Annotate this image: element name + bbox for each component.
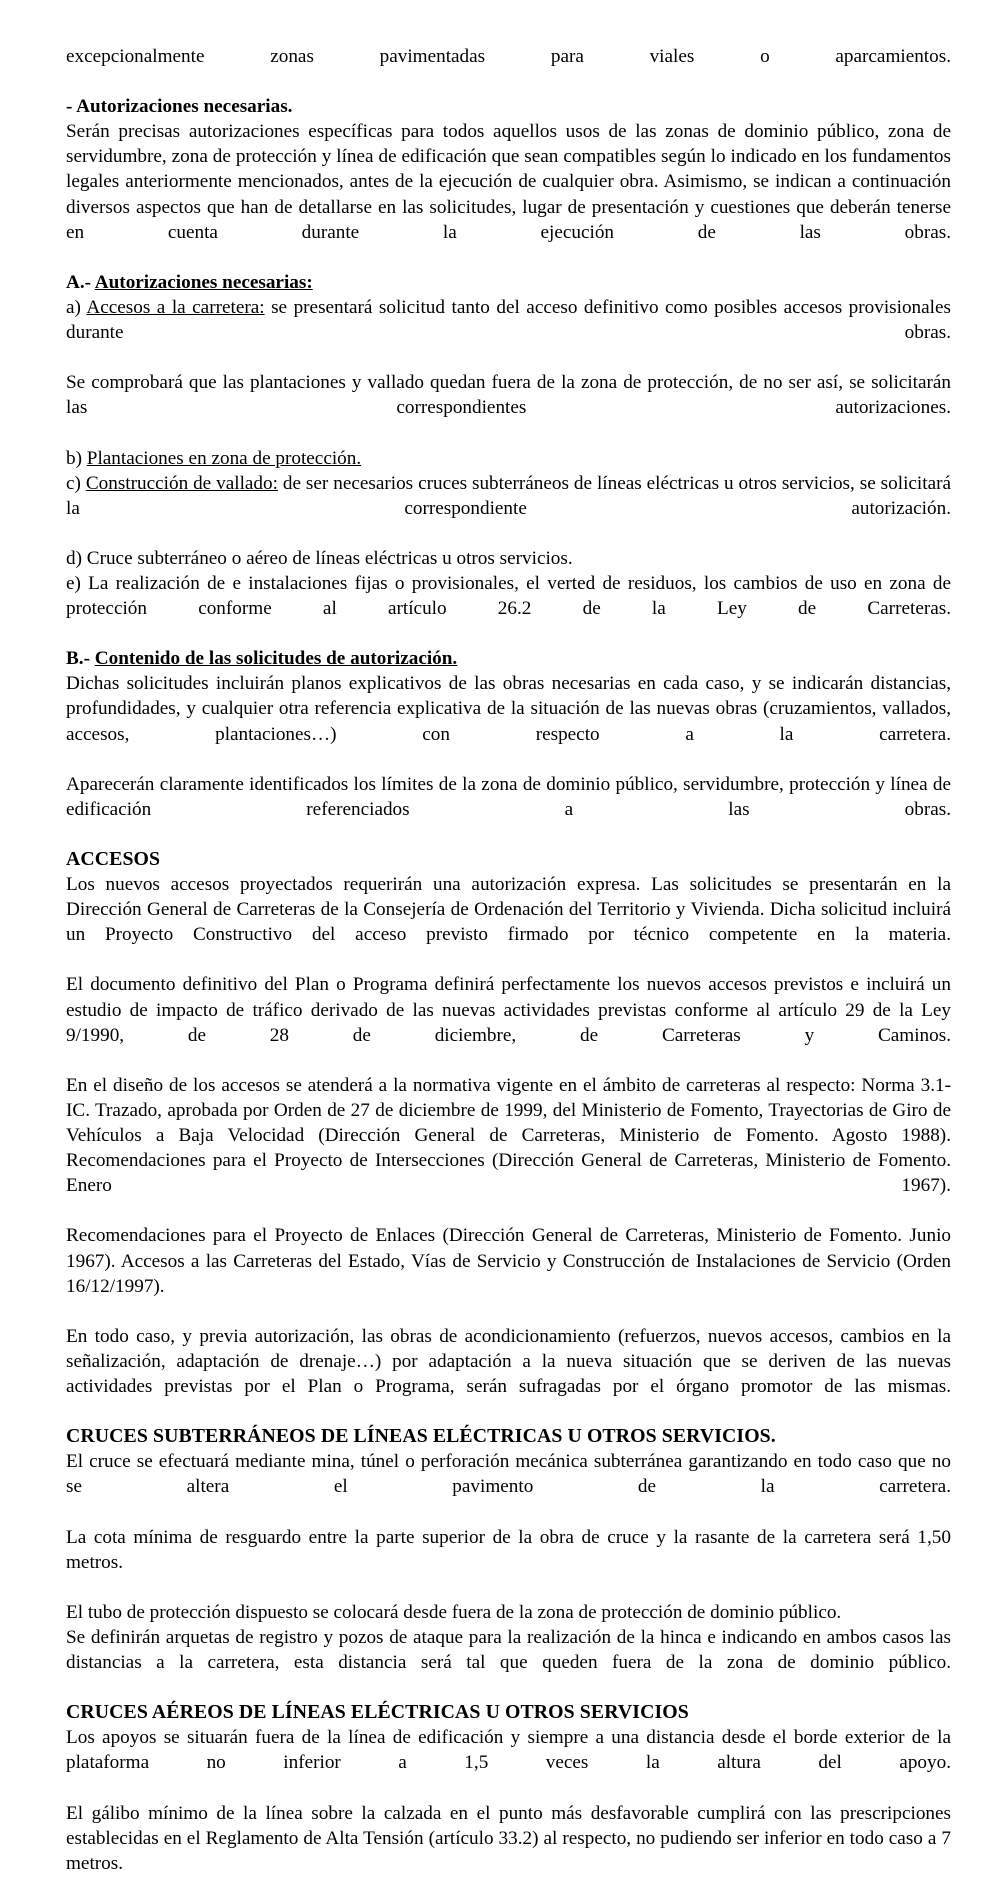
paragraph-el-galibo: El gálibo mínimo de la línea sobre la calzada en el punto más desfavorable cumplirá con las prescripciones establecidas en el Reglamento de Alta Tensión (artículo 33.2) al respecto, no pudiendo ser inferior en todo caso a 7 metros. <box>66 1802 951 1874</box>
list-item-a-term: Accesos a la carretera: <box>86 296 265 318</box>
list-item-e: e) La realización de e instalaciones fijas o provisionales, el verted de residuos, los cambios de uso en zona de protección conforme al artículo 26.2 de la Ley de Carreteras. <box>66 572 951 620</box>
heading-section-b-prefix: B.- <box>66 648 95 670</box>
paragraph-dichas-solicitudes: Dichas solicitudes incluirán planos explicativos de las obras necesarias en cada caso, y se indicarán distancias, profundidades, y cualquier otra referencia explicativa de la situación de las nuevas obras (cruzamientos, vallados, accesos, plantaciones…) con respecto a la carretera. <box>66 673 951 745</box>
list-item-c <box>66 471 951 546</box>
document-body <box>66 44 951 1901</box>
paragraph-se-definiran: Se definirán arquetas de registro y pozos de ataque para la realización de la hinca e indicando en ambos casos las distancias a la carretera, esta distancia será tal que queden fuera de la zona de dominio público. <box>66 1626 951 1673</box>
list-item-c-marker: c) <box>66 472 86 494</box>
list-item-a-marker: a) <box>66 296 87 318</box>
heading-autorizaciones-necesarias: - Autorizaciones necesarias. <box>66 96 293 118</box>
paragraph-se-comprobara: Se comprobará que las plantaciones y vallado quedan fuera de la zona de protección, de no ser así, se solicitarán las correspondientes autorizaciones. <box>66 372 951 419</box>
paragraph-la-cota-minima: La cota mínima de resguardo entre la parte superior de la obra de cruce y la rasante de la carretera será 1,50 metros. <box>66 1526 951 1573</box>
heading-section-b <box>66 646 951 671</box>
heading-section-a-title: Autorizaciones necesarias: <box>94 271 313 293</box>
paragraph-recomendaciones-enlaces: Recomendaciones para el Proyecto de Enlaces (Dirección General de Carreteras, Ministerio de Fomento. Junio 1967). Accesos a las Carreteras del Estado, Vías de Servicio y Construcción de Instalaciones de Servicio (Orden 16/12/1997). <box>66 1225 951 1297</box>
list-item-a-text: se presentará solicitud tanto del acceso definitivo como posibles accesos provisionales durante obras. <box>66 296 951 344</box>
list-item-b-term: Plantaciones en zona de protección. <box>86 447 362 469</box>
paragraph-apareceran: Aparecerán claramente identificados los límites de la zona de dominio público, servidumbre, protección y línea de edificación referenciados a las obras. <box>66 773 951 820</box>
paragraph-el-cruce: El cruce se efectuará mediante mina, túnel o perforación mecánica subterránea garantizando en todo caso que no se altera el pavimento de la carretera. <box>66 1451 951 1498</box>
paragraph-en-el-diseno: En el diseño de los accesos se atenderá a la normativa vigente en el ámbito de carreteras al respecto: Norma 3.1-IC. Trazado, aprobada por Orden de 27 de diciembre de 1999, del Ministerio de Fomento, Trayectorias de Giro de Vehículos a Baja Velocidad (Dirección General de Carreteras, Ministerio de Fomento. Agosto 1988). Recomendaciones para el Proyecto de Intersecciones (Dirección General de Carreteras, Ministerio de Fomento. Enero 1967). <box>66 1074 951 1197</box>
paragraph-continued-line: excepcionalmente zonas pavimentadas para viales o aparcamientos. <box>66 46 951 67</box>
paragraph-en-todo-caso: En todo caso, y previa autorización, las obras de acondicionamiento (refuerzos, nuevos accesos, cambios en la señalización, adaptación de drenaje…) por adaptación a la nueva situación que se deriven de las nuevas actividades previstas por el Plan o Programa, serán sufragadas por el órgano promotor de las mismas. <box>66 1325 951 1397</box>
list-item-b-marker: b) <box>66 447 87 469</box>
list-item-c-term: Construcción de vallado: <box>85 472 278 494</box>
paragraph-los-nuevos-accesos: Los nuevos accesos proyectados requerirán una autorización expresa. Las solicitudes se presentarán en la Dirección General de Carreteras de la Consejería de Ordenación del Territorio y Vivienda. Dicha solicitud incluirá un Proyecto Constructivo del acceso previsto firmado por técnico competente en la materia. <box>66 874 951 946</box>
list-item-c-text: de ser necesarios cruces subterráneos de líneas eléctricas u otros servicios, se solicitará la correspondiente autorización. <box>66 472 951 519</box>
heading-cruces-subterraneos: CRUCES SUBTERRÁNEOS DE LÍNEAS ELÉCTRICAS U OTROS SERVICIOS. <box>66 1425 776 1448</box>
heading-section-a-prefix: A.- <box>66 271 95 293</box>
heading-cruces-aereos: CRUCES AÉREOS DE LÍNEAS ELÉCTRICAS U OTROS SERVICIOS <box>66 1701 689 1724</box>
list-item-a <box>66 295 951 370</box>
heading-accesos: ACCESOS <box>66 848 161 870</box>
paragraph-el-tubo: El tubo de protección dispuesto se colocará desde fuera de la zona de protección de dominio público. <box>66 1601 842 1623</box>
paragraph-seran-precisas: Serán precisas autorizaciones específicas para todos aquellos usos de las zonas de dominio público, zona de servidumbre, zona de protección y línea de edificación que sean compatibles según lo indicado en los fundamentos legales anteriormente mencionados, antes de la ejecución de cualquier obra. Asimismo, se indican a continuación diversos aspectos que han de detallarse en las solicitudes, lugar de presentación y cuestiones que deberán tenerse en cuenta durante la ejecución de las obras. <box>66 121 951 243</box>
list-item-d: d) Cruce subterráneo o aéreo de líneas eléctricas u otros servicios. <box>66 547 573 569</box>
paragraph-los-apoyos: Los apoyos se situarán fuera de la línea de edificación y siempre a una distancia desde el borde exterior de la plataforma no inferior a 1,5 veces la altura del apoyo. <box>66 1727 951 1774</box>
heading-section-a <box>66 270 951 295</box>
heading-section-b-title: Contenido de las solicitudes de autorización. <box>94 648 458 670</box>
paragraph-el-documento-definitivo: El documento definitivo del Plan o Programa definirá perfectamente los nuevos accesos previstos e incluirá un estudio de impacto de tráfico derivado de las nuevas actividades previstas conforme al artículo 29 de la Ley 9/1990, de 28 de diciembre, de Carreteras y Caminos. <box>66 974 951 1046</box>
list-item-b <box>66 446 951 471</box>
